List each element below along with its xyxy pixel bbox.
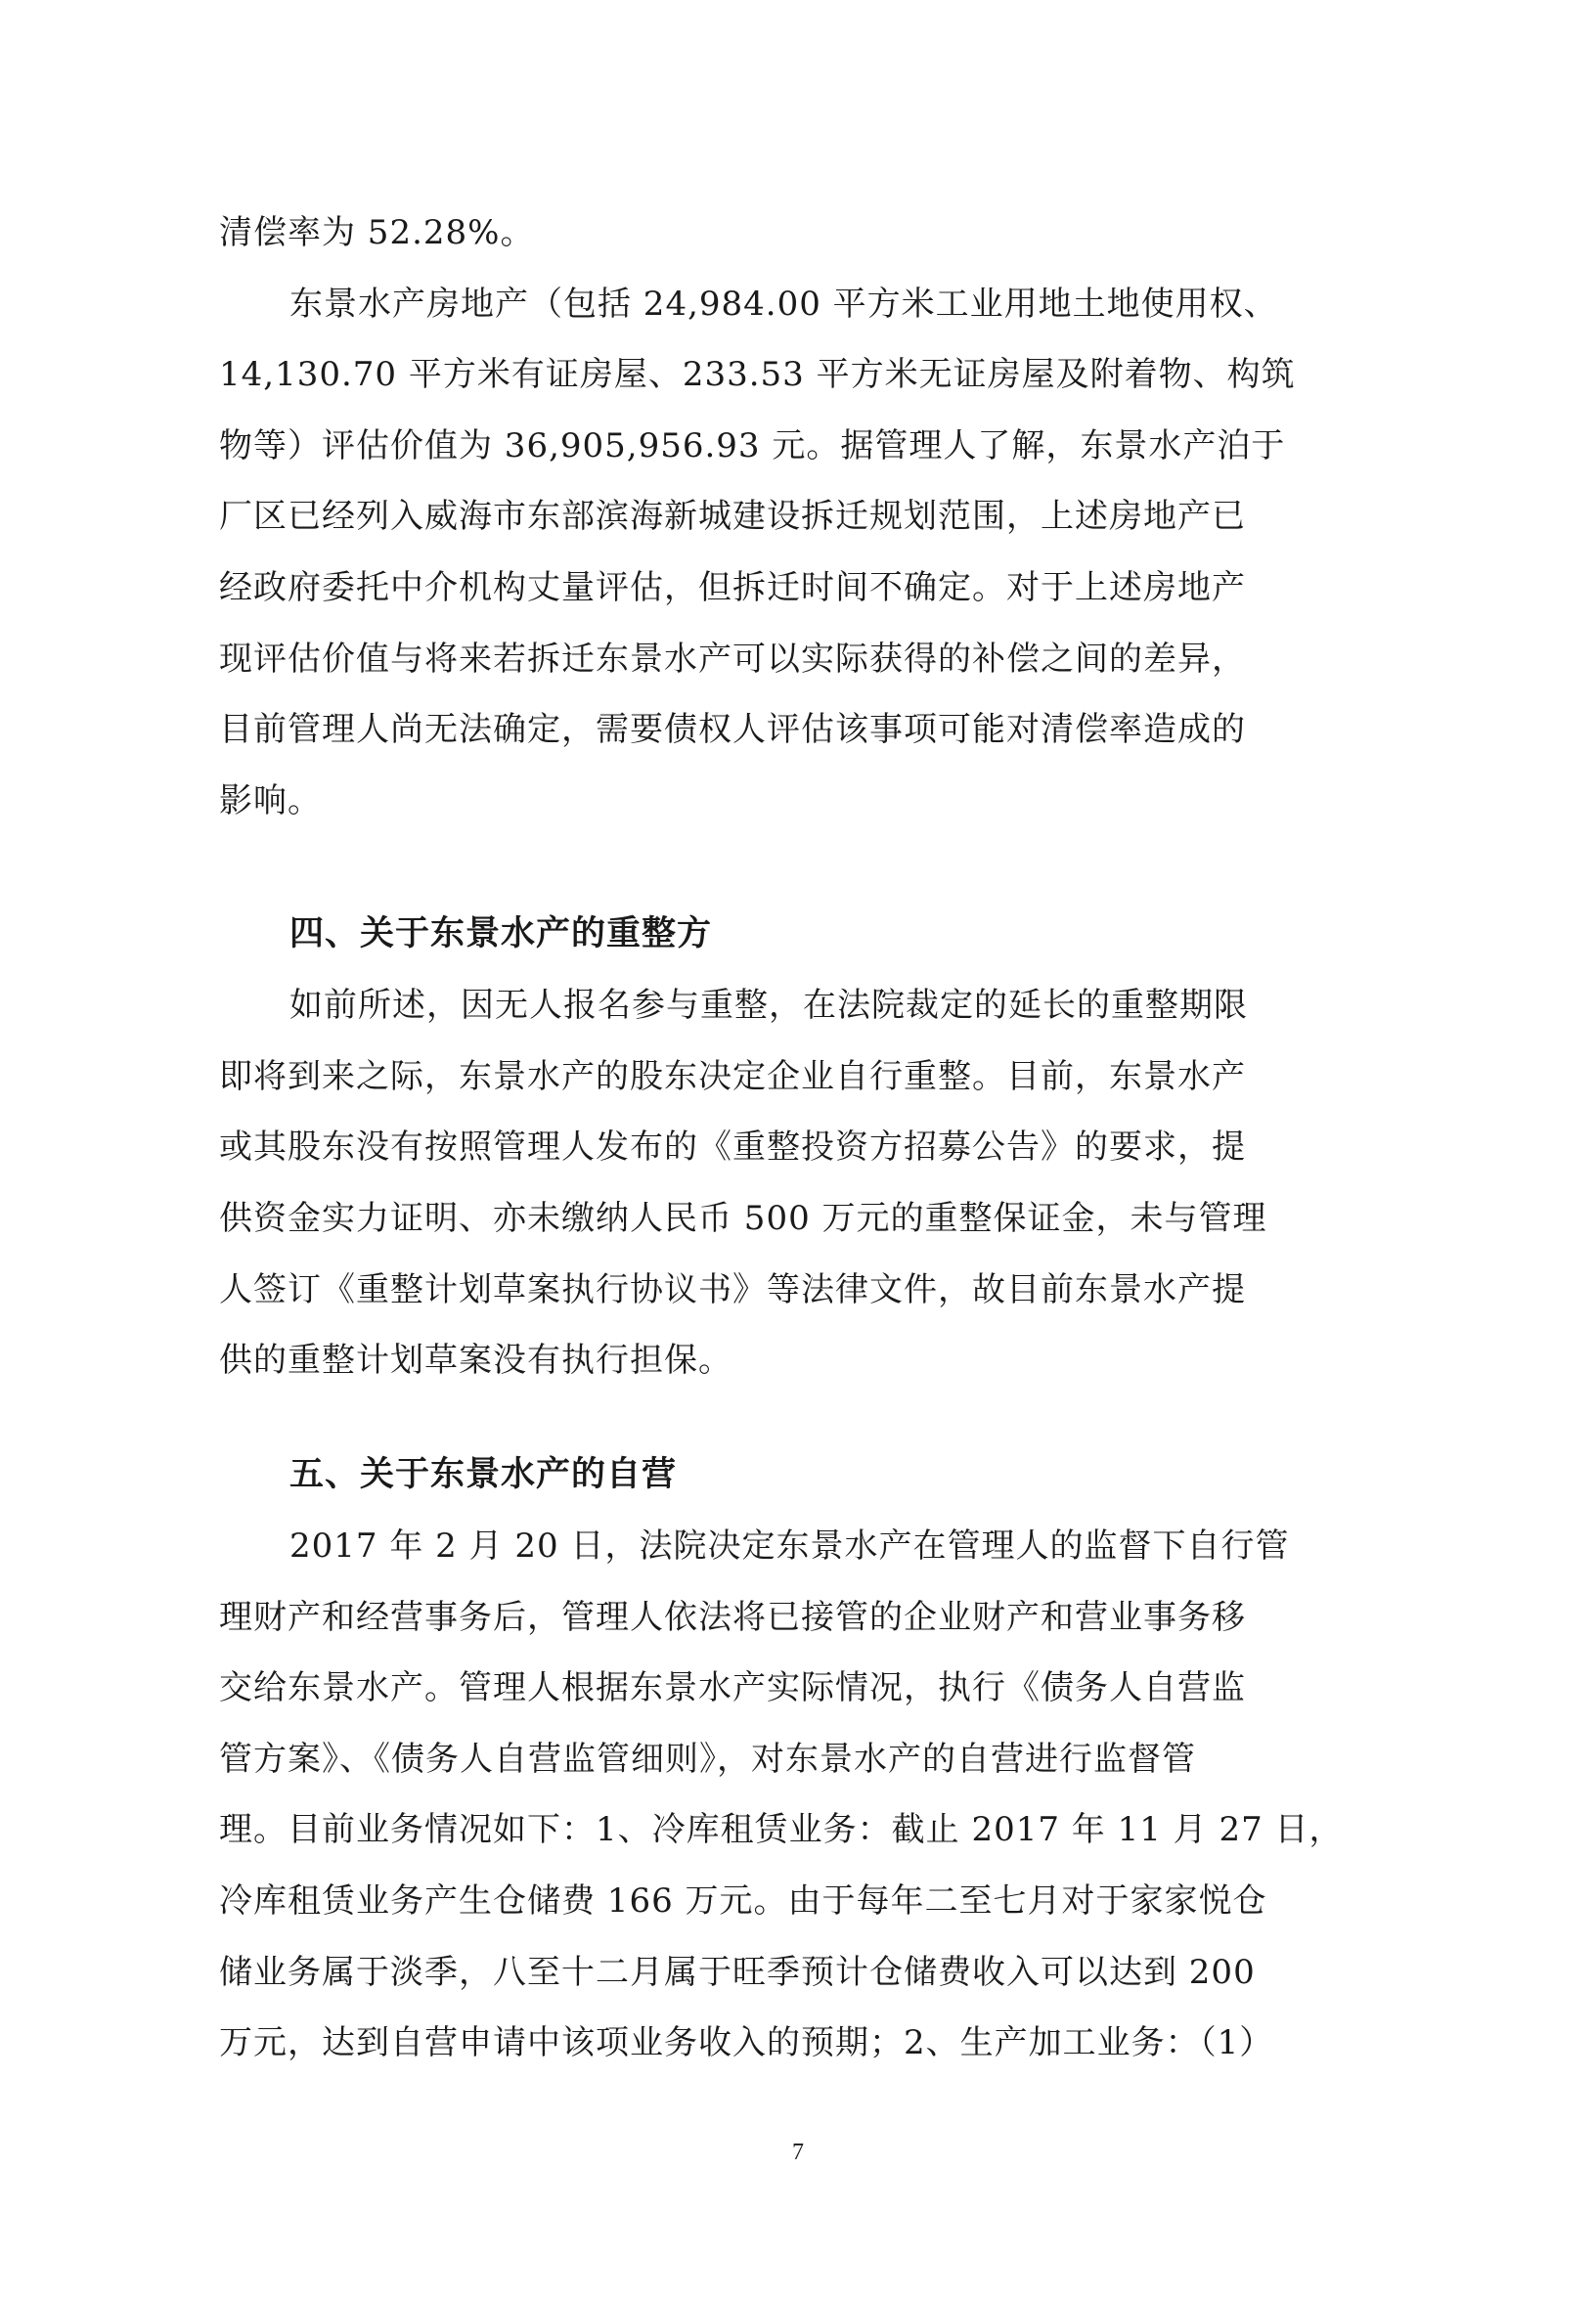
paragraph-line: 现评估价值与将来若拆迁东景水产可以实际获得的补偿之间的差异， <box>219 640 1246 679</box>
paragraph-line: 厂区已经列入威海市东部滨海新城建设拆迁规划范围，上述房地产已 <box>219 497 1246 536</box>
paragraph-line: 冷库租赁业务产生仓储费 166 万元。由于每年二至七月对于家家悦仓 <box>219 1881 1267 1921</box>
paragraph-line: 万元，达到自营申请中该项业务收入的预期；2、生产加工业务：（1） <box>219 2023 1274 2062</box>
section-heading: 五、关于东景水产的自营 <box>289 1454 678 1494</box>
paragraph-line: 理财产和经营事务后，管理人依法将已接管的企业财产和营业事务移 <box>219 1598 1246 1637</box>
paragraph-line: 物等）评估价值为 36,905,956.93 元。据管理人了解，东景水产泊于 <box>219 426 1286 465</box>
paragraph-line: 2017 年 2 月 20 日，法院决定东景水产在管理人的监督下自行管 <box>289 1526 1290 1566</box>
paragraph-line: 管方案》、《债务人自营监管细则》，对东景水产的自营进行监督管 <box>219 1740 1196 1779</box>
paragraph-line: 清偿率为 52.28%。 <box>219 213 535 252</box>
paragraph-line: 人签订《重整计划草案执行协议书》等法律文件，故目前东景水产提 <box>219 1270 1246 1309</box>
paragraph-line: 供的重整计划草案没有执行担保。 <box>219 1341 732 1380</box>
paragraph-line: 东景水产房地产（包括 24,984.00 平方米工业用地土地使用权、 <box>289 285 1278 324</box>
paragraph-line: 储业务属于淡季，八至十二月属于旺季预计仓储费收入可以达到 200 <box>219 1953 1256 1992</box>
page-number: 7 <box>792 2140 804 2165</box>
paragraph-line: 经政府委托中介机构丈量评估，但拆迁时间不确定。对于上述房地产 <box>219 568 1246 607</box>
paragraph-line: 理。目前业务情况如下：1、冷库租赁业务：截止 2017 年 11 月 27 日， <box>219 1810 1344 1849</box>
paragraph-line: 供资金实力证明、亦未缴纳人民币 500 万元的重整保证金，未与管理 <box>219 1199 1267 1238</box>
section-heading: 四、关于东景水产的重整方 <box>289 913 713 953</box>
paragraph-line: 或其股东没有按照管理人发布的《重整投资方招募公告》的要求，提 <box>219 1128 1246 1167</box>
paragraph-line: 交给东景水产。管理人根据东景水产实际情况，执行《债务人自营监 <box>219 1668 1246 1707</box>
paragraph-line: 14,130.70 平方米有证房屋、233.53 平方米无证房屋及附着物、构筑 <box>219 355 1296 394</box>
paragraph-line: 目前管理人尚无法确定，需要债权人评估该事项可能对清偿率造成的 <box>219 710 1246 749</box>
paragraph-line: 影响。 <box>219 781 322 820</box>
paragraph-line: 如前所述，因无人报名参与重整，在法院裁定的延长的重整期限 <box>289 986 1248 1025</box>
paragraph-line: 即将到来之际，东景水产的股东决定企业自行重整。目前，东景水产 <box>219 1057 1246 1096</box>
